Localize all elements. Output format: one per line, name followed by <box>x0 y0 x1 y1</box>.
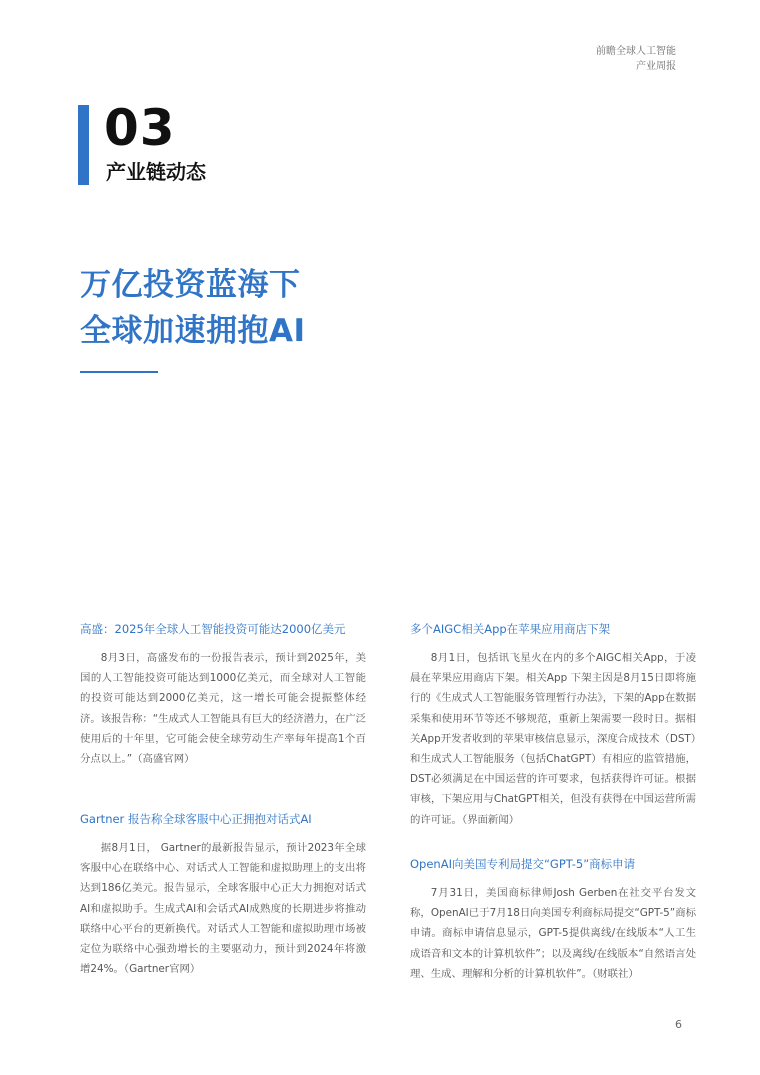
article-title: OpenAI向美国专利局提交“GPT-5”商标申请 <box>410 857 636 871</box>
article-aigc-apps <box>410 620 696 830</box>
article-title: 多个AIGC相关App在苹果应用商店下架 <box>410 622 611 636</box>
section-title: 产业链动态 <box>106 160 206 184</box>
article-body: 据8月1日， Gartner的最新报告显示，预计2023年全球客服中心在联络中心、对话式人工智能和虚拟助理上的支出将达到186亿美元。报告显示，全球客服中心正大力拥抱对话式AI和虚拟助手。生成式AI和会话式AI成熟度的长期进步将推动联络中心平台的更新换代。对话式人工智能和虚拟助理市场被定位为联络中心强劲增长的主要驱动力，预计到2024年将激增24%。（Gartner官网） <box>80 842 366 976</box>
page-number: 6 <box>675 1018 682 1031</box>
hero-underline <box>80 371 158 373</box>
article-body: 8月3日，高盛发布的一份报告表示，预计到2025年，美国的人工智能投资可能达到1000亿美元，而全球对人工智能的投资可能达到2000亿美元，这一增长可能会提振整体经济。该报告称：“生成式人工智能具有巨大的经济潜力，在广泛使用后的十年里，它可能会使全球劳动生产率每年提高1个百分点以上。”（高盛官网） <box>80 652 366 766</box>
hero-title <box>80 262 306 354</box>
section-accent-bar <box>78 105 89 185</box>
report-type: 产业周报 <box>636 61 676 72</box>
report-series-name: 前瞻全球人工智能 <box>596 46 676 57</box>
article-openai-gpt5 <box>410 855 696 984</box>
hero-title-line-2: 全球加速拥抱AI <box>80 313 306 349</box>
article-goldman-sachs <box>80 620 366 769</box>
article-gartner <box>80 810 366 979</box>
article-title: Gartner 报告称全球客服中心正拥抱对话式AI <box>80 812 312 826</box>
hero-title-line-1: 万亿投资蓝海下 <box>80 267 301 303</box>
article-body: 7月31日，美国商标律师Josh Gerben在社交平台发文称，OpenAI已于7月18日向美国专利商标局提交“GPT-5”商标申请。商标申请信息显示，GPT-5提供离线/在线版本“人工生成语音和文本的计算机软件”；以及离线/在线版本“自然语言处理、生成、理解和分析的计算机软件”。（财联社） <box>410 887 696 980</box>
page-header <box>596 44 676 74</box>
article-title: 高盛：2025年全球人工智能投资可能达2000亿美元 <box>80 622 346 636</box>
article-body: 8月1日，包括讯飞星火在内的多个AIGC相关App，于凌晨在苹果应用商店下架。相关App 下架主因是8月15日即将施行的《生成式人工智能服务管理暂行办法》，下架的App在数据采集和使用环节等还不够规范，重新上架需要一段时日。据相关App开发者收到的苹果审核信息显示，深度合成技术（DST）和生成式人工智能服务（包括ChatGPT）有相应的监管措施，DST必须满足在中国运营的许可要求，包括获得许可证。根据审核，下架应用与ChatGPT相关，但没有获得在中国运营所需的许可证。（界面新闻） <box>410 652 696 826</box>
section-number: 03 <box>104 99 176 157</box>
